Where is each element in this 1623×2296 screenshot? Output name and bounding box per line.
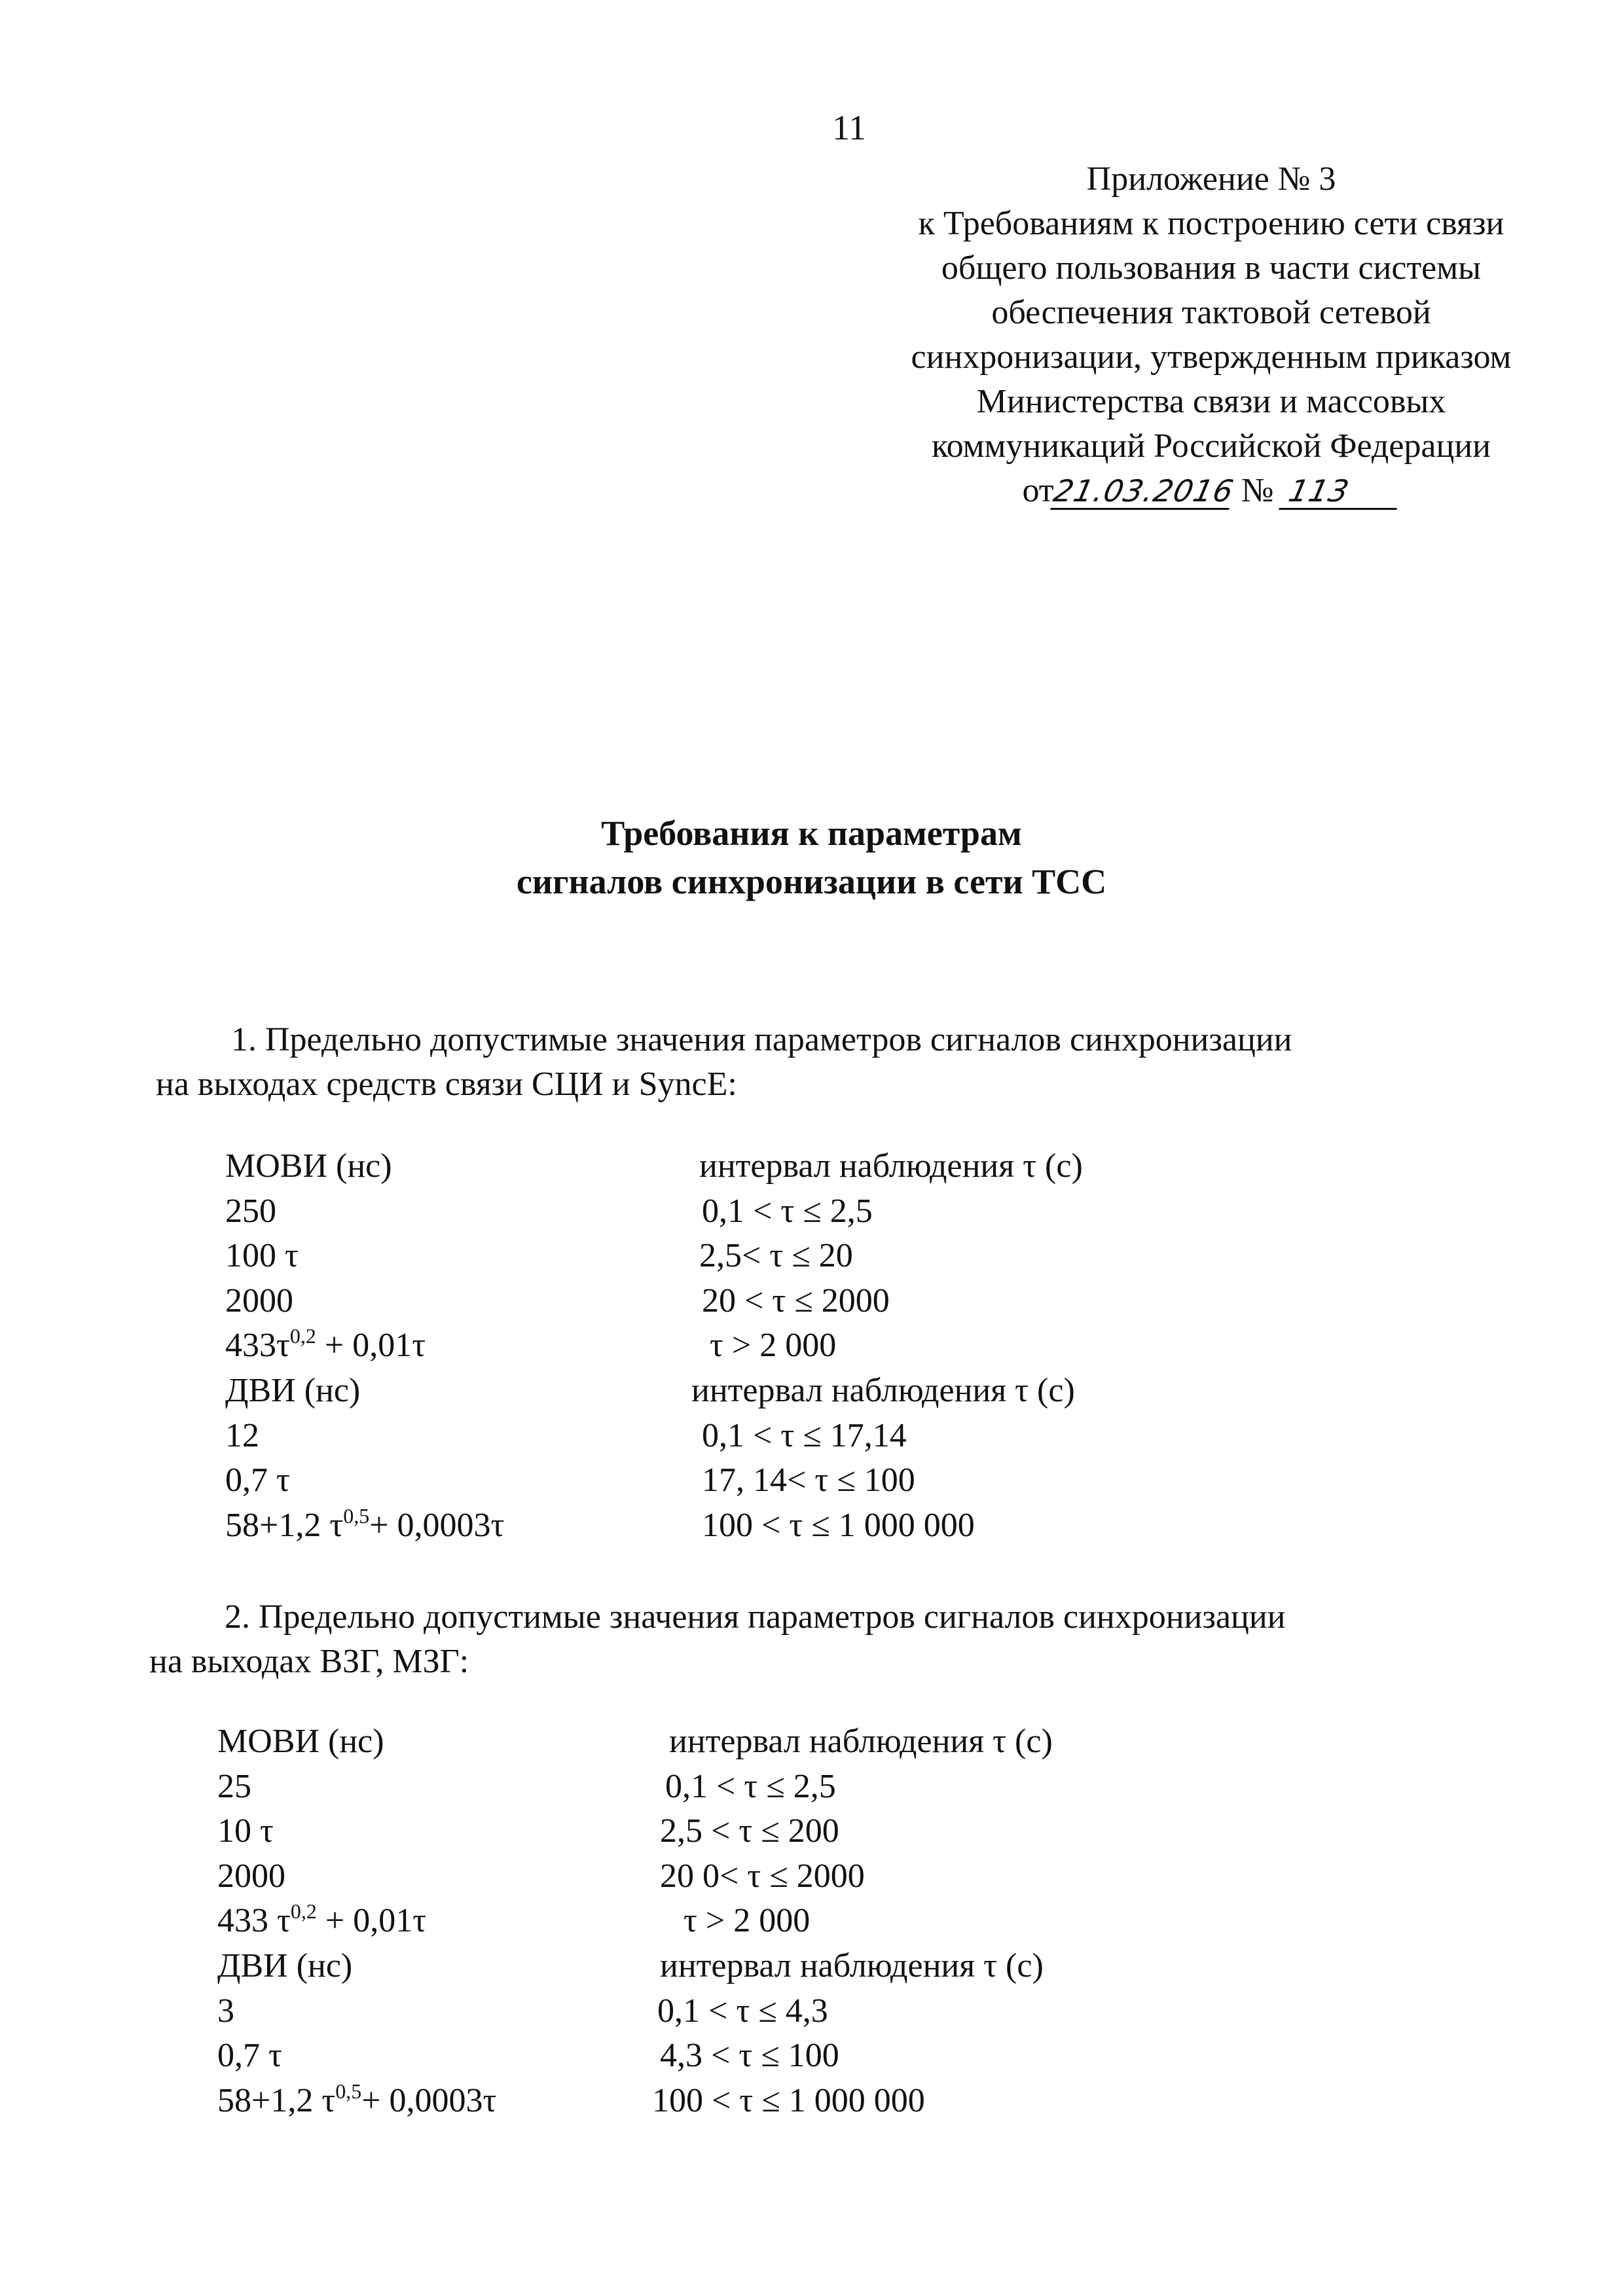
annex-line: коммуникаций Российской Федерации [932, 427, 1491, 465]
annex-line: к Требованиям к построению сети связи [918, 205, 1504, 242]
parameter-value: 0,7 τ [217, 2037, 282, 2075]
observation-interval: интервал наблюдения τ (с) [660, 1946, 1044, 1984]
annex-line: Министерства связи и массовых [976, 383, 1446, 420]
table-row [225, 1503, 1338, 1549]
parameter-value: 12 [225, 1416, 259, 1454]
parameter-value: 250 [225, 1192, 276, 1230]
parameter-value: 100 τ [225, 1237, 299, 1275]
table-row [225, 1279, 1338, 1324]
observation-interval: 0,1 < τ ≤ 2,5 [702, 1192, 873, 1230]
section-2-text [149, 1595, 1523, 1684]
observation-interval: 100 < τ ≤ 1 000 000 [702, 1506, 975, 1544]
title-line-1: Требования к параметрам [601, 814, 1022, 853]
number-label: № [1241, 472, 1274, 509]
table-row [217, 1854, 1330, 1899]
parameter-value: 0,7 τ [225, 1462, 290, 1499]
parameter-value: 10 τ [217, 1812, 274, 1850]
parameter-value: 58+1,2 $\tau^{0,5}+ 0,0003\tau$ [225, 1503, 505, 1544]
table-row [225, 1144, 1338, 1189]
observation-interval: τ > 2 000 [684, 1902, 811, 1940]
parameter-value: 58+1,2 $\tau^{0,5}+ 0,0003\tau$ [217, 2079, 497, 2119]
observation-interval: 20 < τ ≤ 2000 [702, 1282, 890, 1319]
page-number: 11 [832, 108, 866, 147]
observation-interval: 2,5 < τ ≤ 200 [660, 1812, 839, 1850]
handwritten-date: 21.03.2016 [1050, 473, 1237, 509]
observation-interval: интервал наблюдения τ (с) [669, 1723, 1053, 1760]
table-row [217, 2079, 1330, 2124]
parameter-value: 3 [217, 1992, 234, 2030]
section-2-line-2: на выходах ВЗГ, МЗГ: [149, 1643, 469, 1680]
observation-interval: интервал наблюдения τ (с) [699, 1147, 1083, 1185]
section-1-line-2: на выходах средств связи СЦИ и SyncE: [156, 1066, 737, 1103]
section-1-table [225, 1144, 1338, 1548]
section-2-table [217, 1719, 1330, 2123]
annex-header [838, 157, 1584, 513]
parameter-value: 2000 [225, 1282, 293, 1319]
parameter-value: 2000 [217, 1857, 285, 1895]
table-row [217, 1989, 1330, 2034]
parameter-value: 25 [217, 1767, 251, 1805]
observation-interval: 0,1 < τ ≤ 2,5 [665, 1767, 836, 1805]
table-row [225, 1414, 1338, 1459]
observation-interval: 2,5< τ ≤ 20 [699, 1237, 853, 1275]
section-1-text [156, 1018, 1523, 1107]
section-1-line-1: 1. Предельно допустимые значения параметров сигналов синхронизации [231, 1021, 1292, 1058]
parameter-value: 433 $\tau^{0,2} + 0,01\tau$ [217, 1899, 427, 1940]
observation-interval: 0,1 < τ ≤ 4,3 [657, 1992, 828, 2030]
parameter-value: МОВИ (нс) [217, 1723, 384, 1760]
handwritten-number: 113 [1279, 474, 1404, 510]
observation-interval: τ > 2 000 [710, 1327, 837, 1365]
parameter-value: $433\tau^{0,2} + 0,01\tau$ [225, 1324, 426, 1365]
observation-interval: 0,1 < τ ≤ 17,14 [702, 1416, 907, 1454]
from-label: от [1022, 472, 1054, 509]
annex-line: общего пользования в части системы [941, 249, 1482, 287]
table-row [217, 1809, 1330, 1854]
order-date-number [838, 469, 1584, 513]
title-line-2: сигналов синхронизации в сети ТСС [516, 862, 1107, 901]
parameter-value: ДВИ (нс) [225, 1371, 361, 1409]
table-row [217, 2034, 1330, 2079]
table-row [217, 1899, 1330, 1944]
observation-interval: 20 0< τ ≤ 2000 [660, 1857, 865, 1895]
parameter-value: МОВИ (нс) [225, 1147, 392, 1185]
annex-line: Приложение № 3 [1086, 160, 1336, 198]
observation-interval: 17, 14< τ ≤ 100 [702, 1462, 915, 1499]
observation-interval: 100 < τ ≤ 1 000 000 [652, 2081, 925, 2119]
table-row [217, 1719, 1330, 1765]
annex-line: синхронизации, утвержденным приказом [911, 338, 1512, 376]
section-2-line-1: 2. Предельно допустимые значения параметров сигналов синхронизации [225, 1598, 1286, 1636]
observation-interval: 4,3 < τ ≤ 100 [660, 2037, 839, 2075]
document-title [0, 809, 1623, 906]
annex-line: обеспечения тактовой сетевой [991, 294, 1431, 331]
table-row [225, 1234, 1338, 1279]
table-row [217, 1765, 1330, 1810]
table-row [225, 1189, 1338, 1234]
table-row [225, 1458, 1338, 1503]
table-row [225, 1323, 1338, 1369]
table-row [225, 1369, 1338, 1414]
parameter-value: ДВИ (нс) [217, 1946, 353, 1984]
observation-interval: интервал наблюдения τ (с) [691, 1371, 1075, 1409]
table-row [217, 1944, 1330, 1989]
